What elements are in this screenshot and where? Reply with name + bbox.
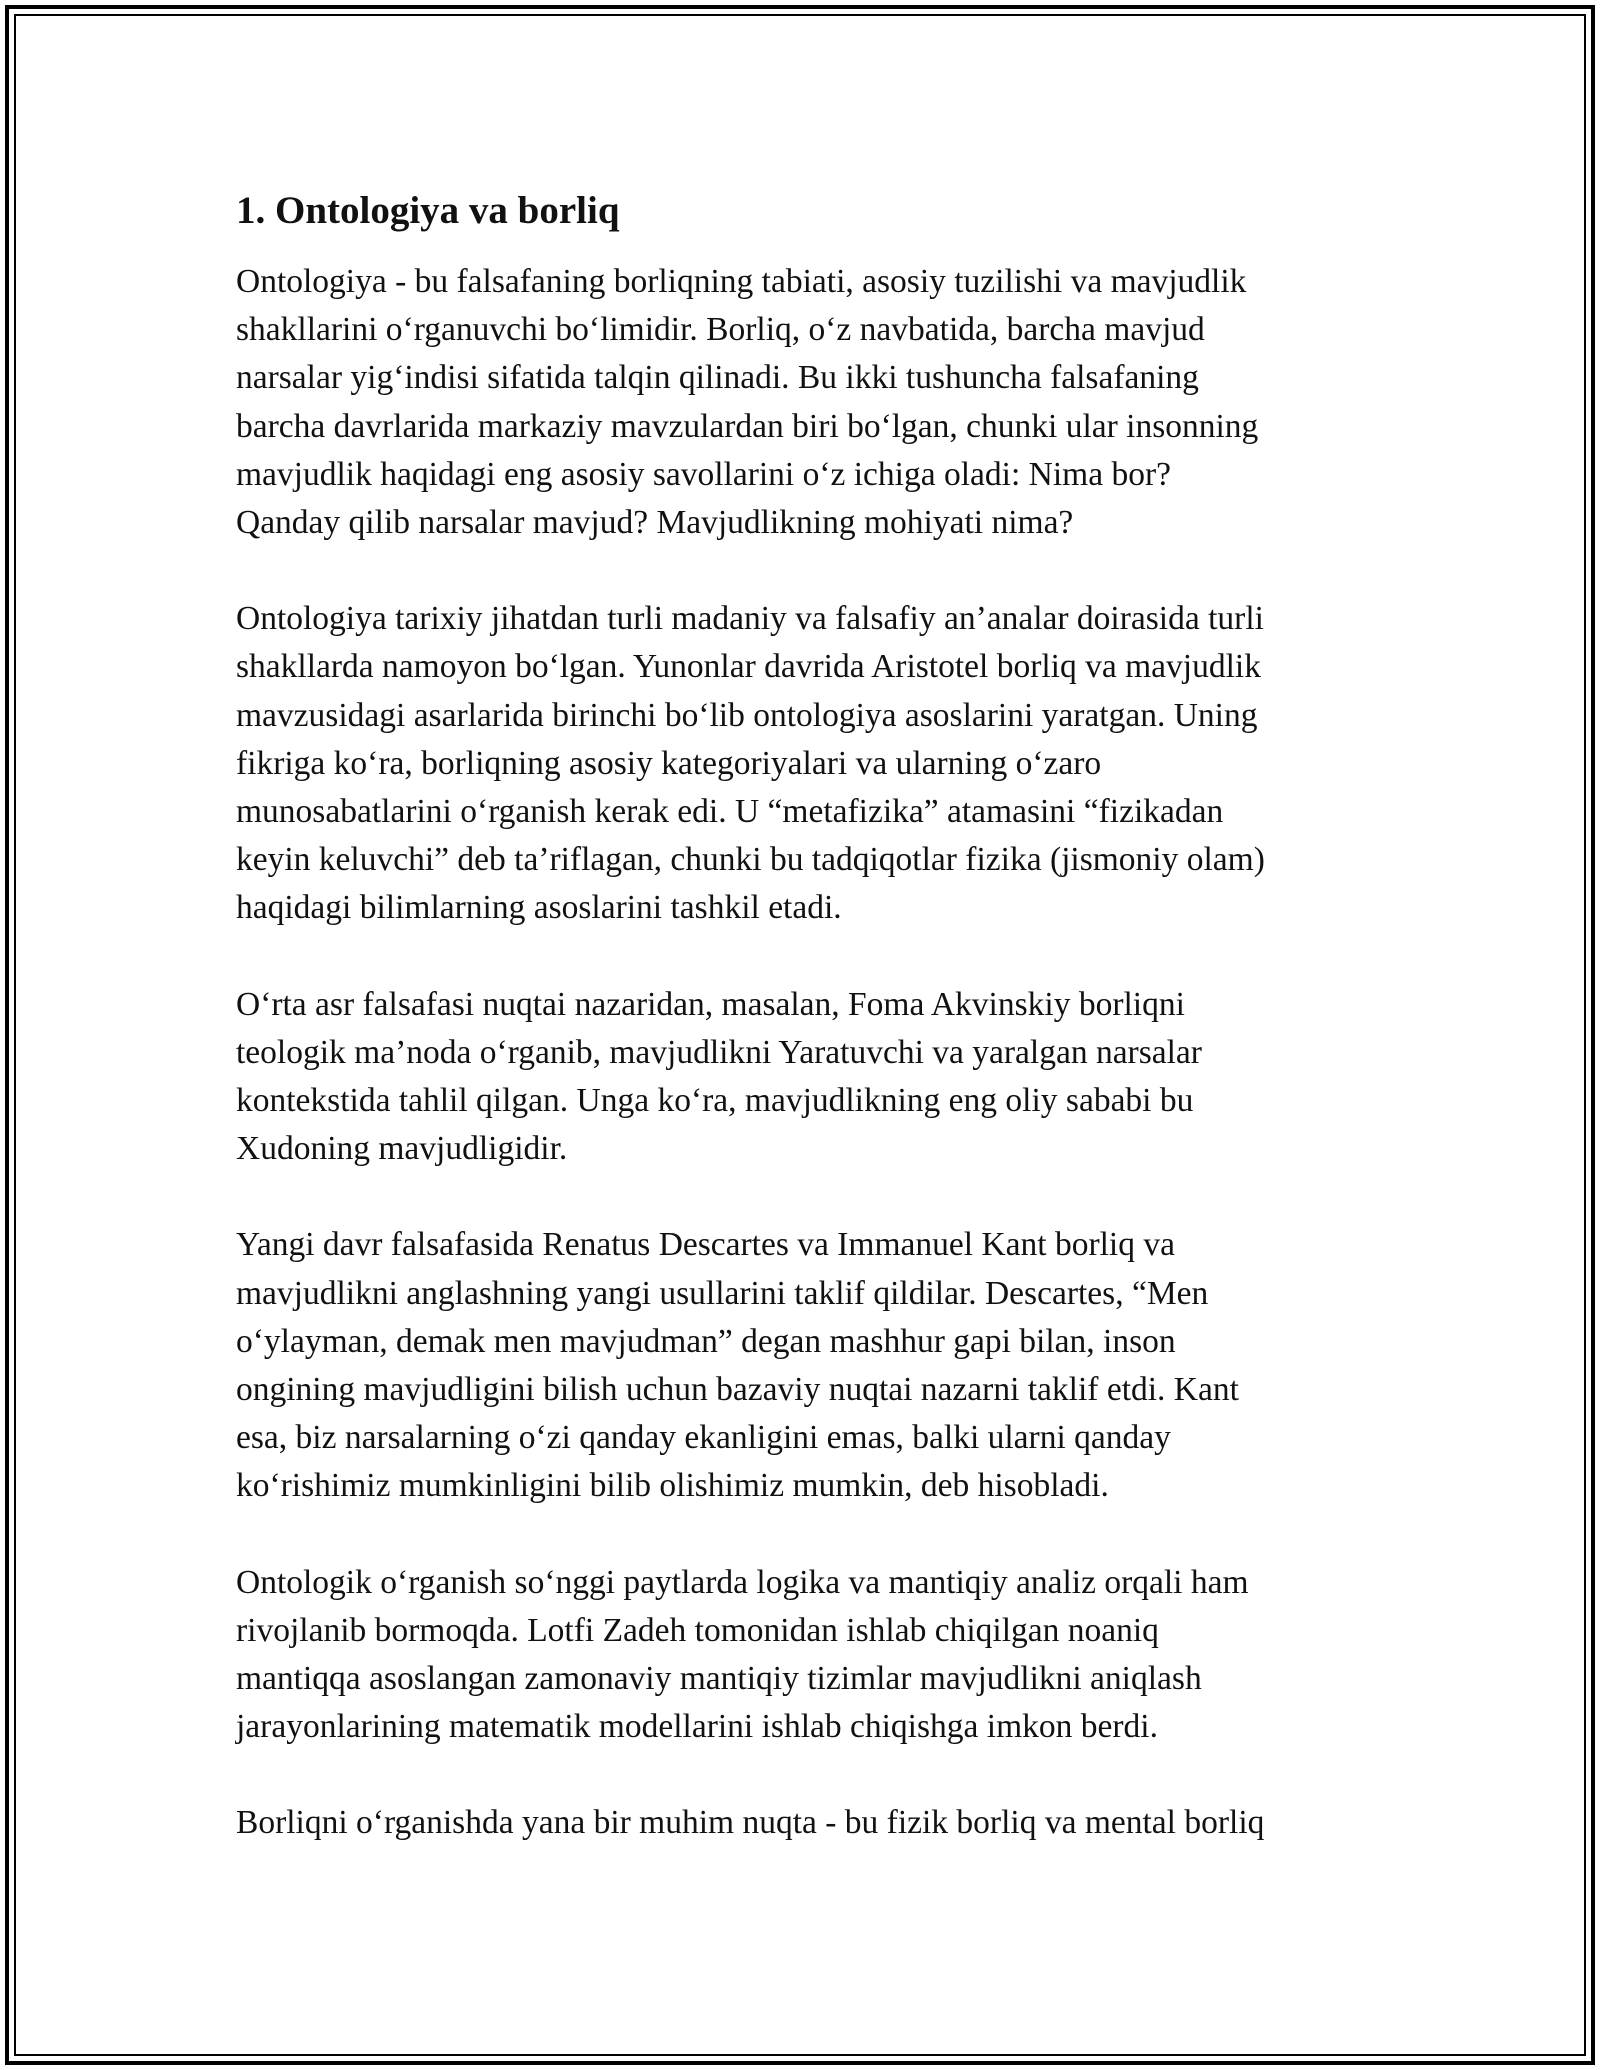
paragraph-ontology-definition	[236, 258, 1366, 547]
text-line: jarayonlarining matematik modellarini ishlab chiqishga imkon berdi.	[236, 1708, 1158, 1746]
text-line: Qanday qilib narsalar mavjud? Mavjudlikning mohiyati nima?	[236, 504, 1074, 542]
text-line: O‘rta asr falsafasi nuqtai nazaridan, masalan, Foma Akvinskiy borliqni	[236, 985, 1185, 1023]
text-line: rivojlanib bormoqda. Lotfi Zadeh tomonidan ishlab chiqilgan noaniq	[236, 1611, 1159, 1649]
text-line: Ontologiya tarixiy jihatdan turli madaniy va falsafiy an’analar doirasida turli	[236, 600, 1264, 638]
text-line: kontekstida tahlil qilgan. Unga ko‘ra, mavjudlikning eng oliy sababi bu	[236, 1082, 1194, 1120]
text-line: shakllarini o‘rganuvchi bo‘limidir. Borliq, o‘z navbatida, barcha mavjud	[236, 311, 1205, 349]
text-line: fikriga ko‘ra, borliqning asosiy kategoriyalari va ularning o‘zaro	[236, 744, 1102, 782]
text-line: esa, biz narsalarning o‘zi qanday ekanligini emas, balki ularni qanday	[236, 1419, 1171, 1457]
text-line: mavzusidagi asarlarida birinchi bo‘lib ontologiya asoslarini yaratgan. Uning	[236, 696, 1258, 734]
text-line: teologik ma’noda o‘rganib, mavjudlikni Yaratuvchi va yaralgan narsalar	[236, 1033, 1202, 1071]
text-line: shakllarda namoyon bo‘lgan. Yunonlar davrida Aristotel borliq va mavjudlik	[236, 648, 1261, 686]
text-line: munosabatlarini o‘rganish kerak edi. U “metafizika” atamasini “fizikadan	[236, 793, 1224, 831]
paragraph-logic-analysis	[236, 1559, 1366, 1752]
section-heading: 1. Ontologiya va borliq	[236, 189, 620, 232]
text-line: Ontologik o‘rganish so‘nggi paytlarda logika va mantiqiy analiz orqali ham	[236, 1563, 1249, 1601]
text-line: mavjudlikni anglashning yangi usullarini taklif qildilar. Descartes, “Men	[236, 1274, 1209, 1312]
document-body	[236, 186, 1366, 1896]
text-line: barcha davrlarida markaziy mavzulardan biri bo‘lgan, chunki ular insonning	[236, 407, 1259, 445]
text-line: o‘ylayman, demak men mavjudman” degan mashhur gapi bilan, inson	[236, 1322, 1176, 1360]
text-line: ko‘rishimiz mumkinligini bilib olishimiz mumkin, deb hisobladi.	[236, 1467, 1109, 1505]
text-line: haqidagi bilimlarning asoslarini tashkil etadi.	[236, 889, 842, 927]
text-line: Ontologiya - bu falsafaning borliqning tabiati, asosiy tuzilishi va mavjudlik	[236, 263, 1247, 300]
text-line: ongining mavjudligini bilish uchun bazaviy nuqtai nazarni taklif etdi. Kant	[236, 1371, 1239, 1409]
text-line: mantiqqa asoslangan zamonaviy mantiqiy tizimlar mavjudlikni aniqlash	[236, 1660, 1202, 1698]
text-line: Yangi davr falsafasida Renatus Descartes va Immanuel Kant borliq va	[236, 1226, 1175, 1264]
text-line: narsalar yig‘indisi sifatida talqin qilinadi. Bu ikki tushuncha falsafaning	[236, 359, 1199, 397]
text-line: Borliqni o‘rganishda yana bir muhim nuqta - bu fizik borliq va mental borliq	[236, 1804, 1265, 1842]
text-line: keyin keluvchi” deb ta’riflagan, chunki bu tadqiqotlar fizika (jismoniy olam)	[236, 841, 1265, 879]
paragraph-modern-philosophy	[236, 1221, 1366, 1510]
paragraph-physical-mental-being	[236, 1799, 1366, 1847]
paragraph-medieval-philosophy	[236, 981, 1366, 1174]
paragraph-ontology-history	[236, 595, 1366, 932]
text-line: mavjudlik haqidagi eng asosiy savollarini o‘z ichiga oladi: Nima bor?	[236, 455, 1171, 493]
text-line: Xudoning mavjudligidir.	[236, 1130, 568, 1168]
